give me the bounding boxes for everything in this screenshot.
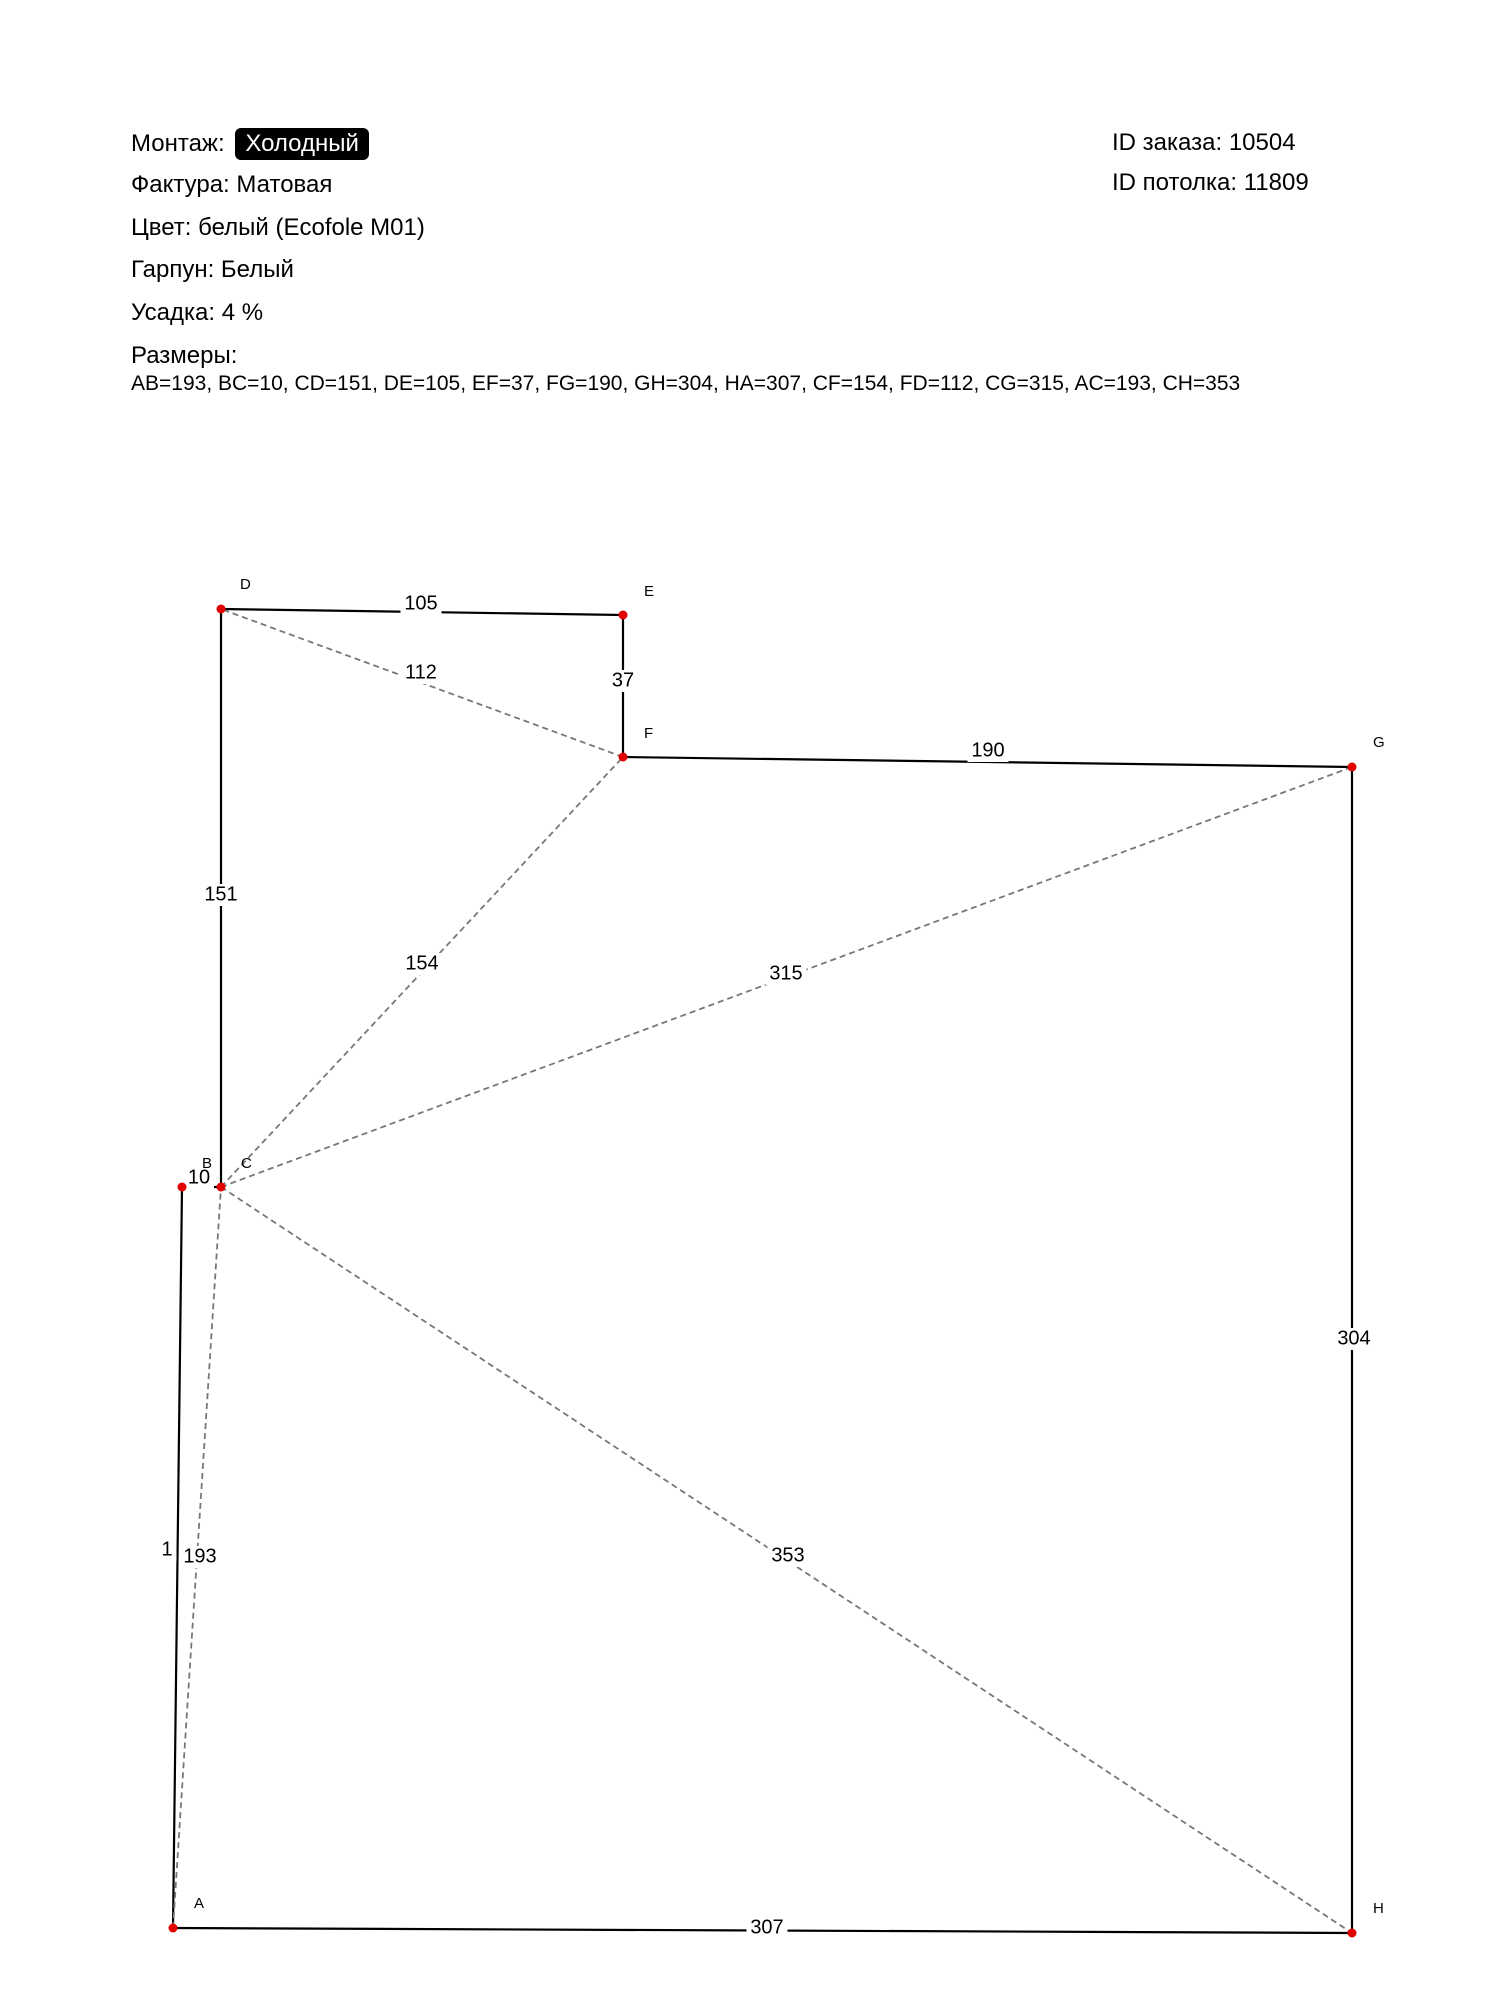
vertex-label-B: B bbox=[202, 1155, 213, 1172]
vertex-label-C: C bbox=[241, 1155, 252, 1172]
vertex-label-G: G bbox=[1373, 734, 1385, 751]
vertex-label-H: H bbox=[1373, 1900, 1384, 1917]
edge-length-CD: 151 bbox=[204, 883, 238, 906]
vertex-E bbox=[619, 611, 628, 620]
points-layer bbox=[169, 576, 1385, 1938]
vertex-label-E: E bbox=[644, 583, 655, 600]
edge-length-AB: 1 bbox=[161, 1538, 173, 1561]
color-text: Цвет: белый (Ecofole M01) bbox=[131, 214, 425, 241]
edge-length-EF: 37 bbox=[611, 669, 635, 692]
vertex-F bbox=[619, 753, 628, 762]
mount-badge: Холодный bbox=[235, 128, 369, 160]
edge-length-GH: 304 bbox=[1337, 1327, 1371, 1350]
ceiling-id: ID потолка: 11809 bbox=[1112, 169, 1309, 196]
edge-length-CG: 315 bbox=[769, 962, 803, 985]
sizes-list: AB=193, BC=10, CD=151, DE=105, EF=37, FG=190, GH=304, HA=307, CF=154, FD=112, CG=315, AC=193, CH=353 bbox=[131, 372, 1241, 395]
vertex-C bbox=[217, 1183, 226, 1192]
vertex-B bbox=[178, 1183, 187, 1192]
vertex-label-A: A bbox=[194, 1895, 205, 1912]
edge-length-CH: 353 bbox=[771, 1544, 805, 1567]
sizes-label: Размеры: bbox=[131, 342, 238, 369]
edge-length-BC: 10 bbox=[187, 1166, 211, 1189]
edge-length-AC: 193 bbox=[183, 1545, 217, 1568]
vertex-G bbox=[1348, 763, 1357, 772]
edge-length-FG: 190 bbox=[971, 739, 1005, 762]
vertex-H bbox=[1348, 1929, 1357, 1938]
texture-text: Фактура: Матовая bbox=[131, 171, 333, 198]
edge-length-DE: 105 bbox=[404, 592, 438, 615]
vertex-label-D: D bbox=[240, 576, 251, 593]
edges-layer bbox=[173, 609, 1352, 1933]
harpoon-text: Гарпун: Белый bbox=[131, 256, 294, 283]
vertex-A bbox=[169, 1924, 178, 1933]
vertex-label-F: F bbox=[644, 725, 654, 742]
edge-length-CF: 154 bbox=[405, 952, 439, 975]
vertex-D bbox=[217, 605, 226, 614]
order-id: ID заказа: 10504 bbox=[1112, 129, 1296, 156]
mount-label: Монтаж: bbox=[131, 130, 225, 157]
edge-length-HA: 307 bbox=[750, 1916, 784, 1939]
shrink-text: Усадка: 4 % bbox=[131, 299, 264, 326]
edge-length-FD: 112 bbox=[405, 661, 437, 684]
